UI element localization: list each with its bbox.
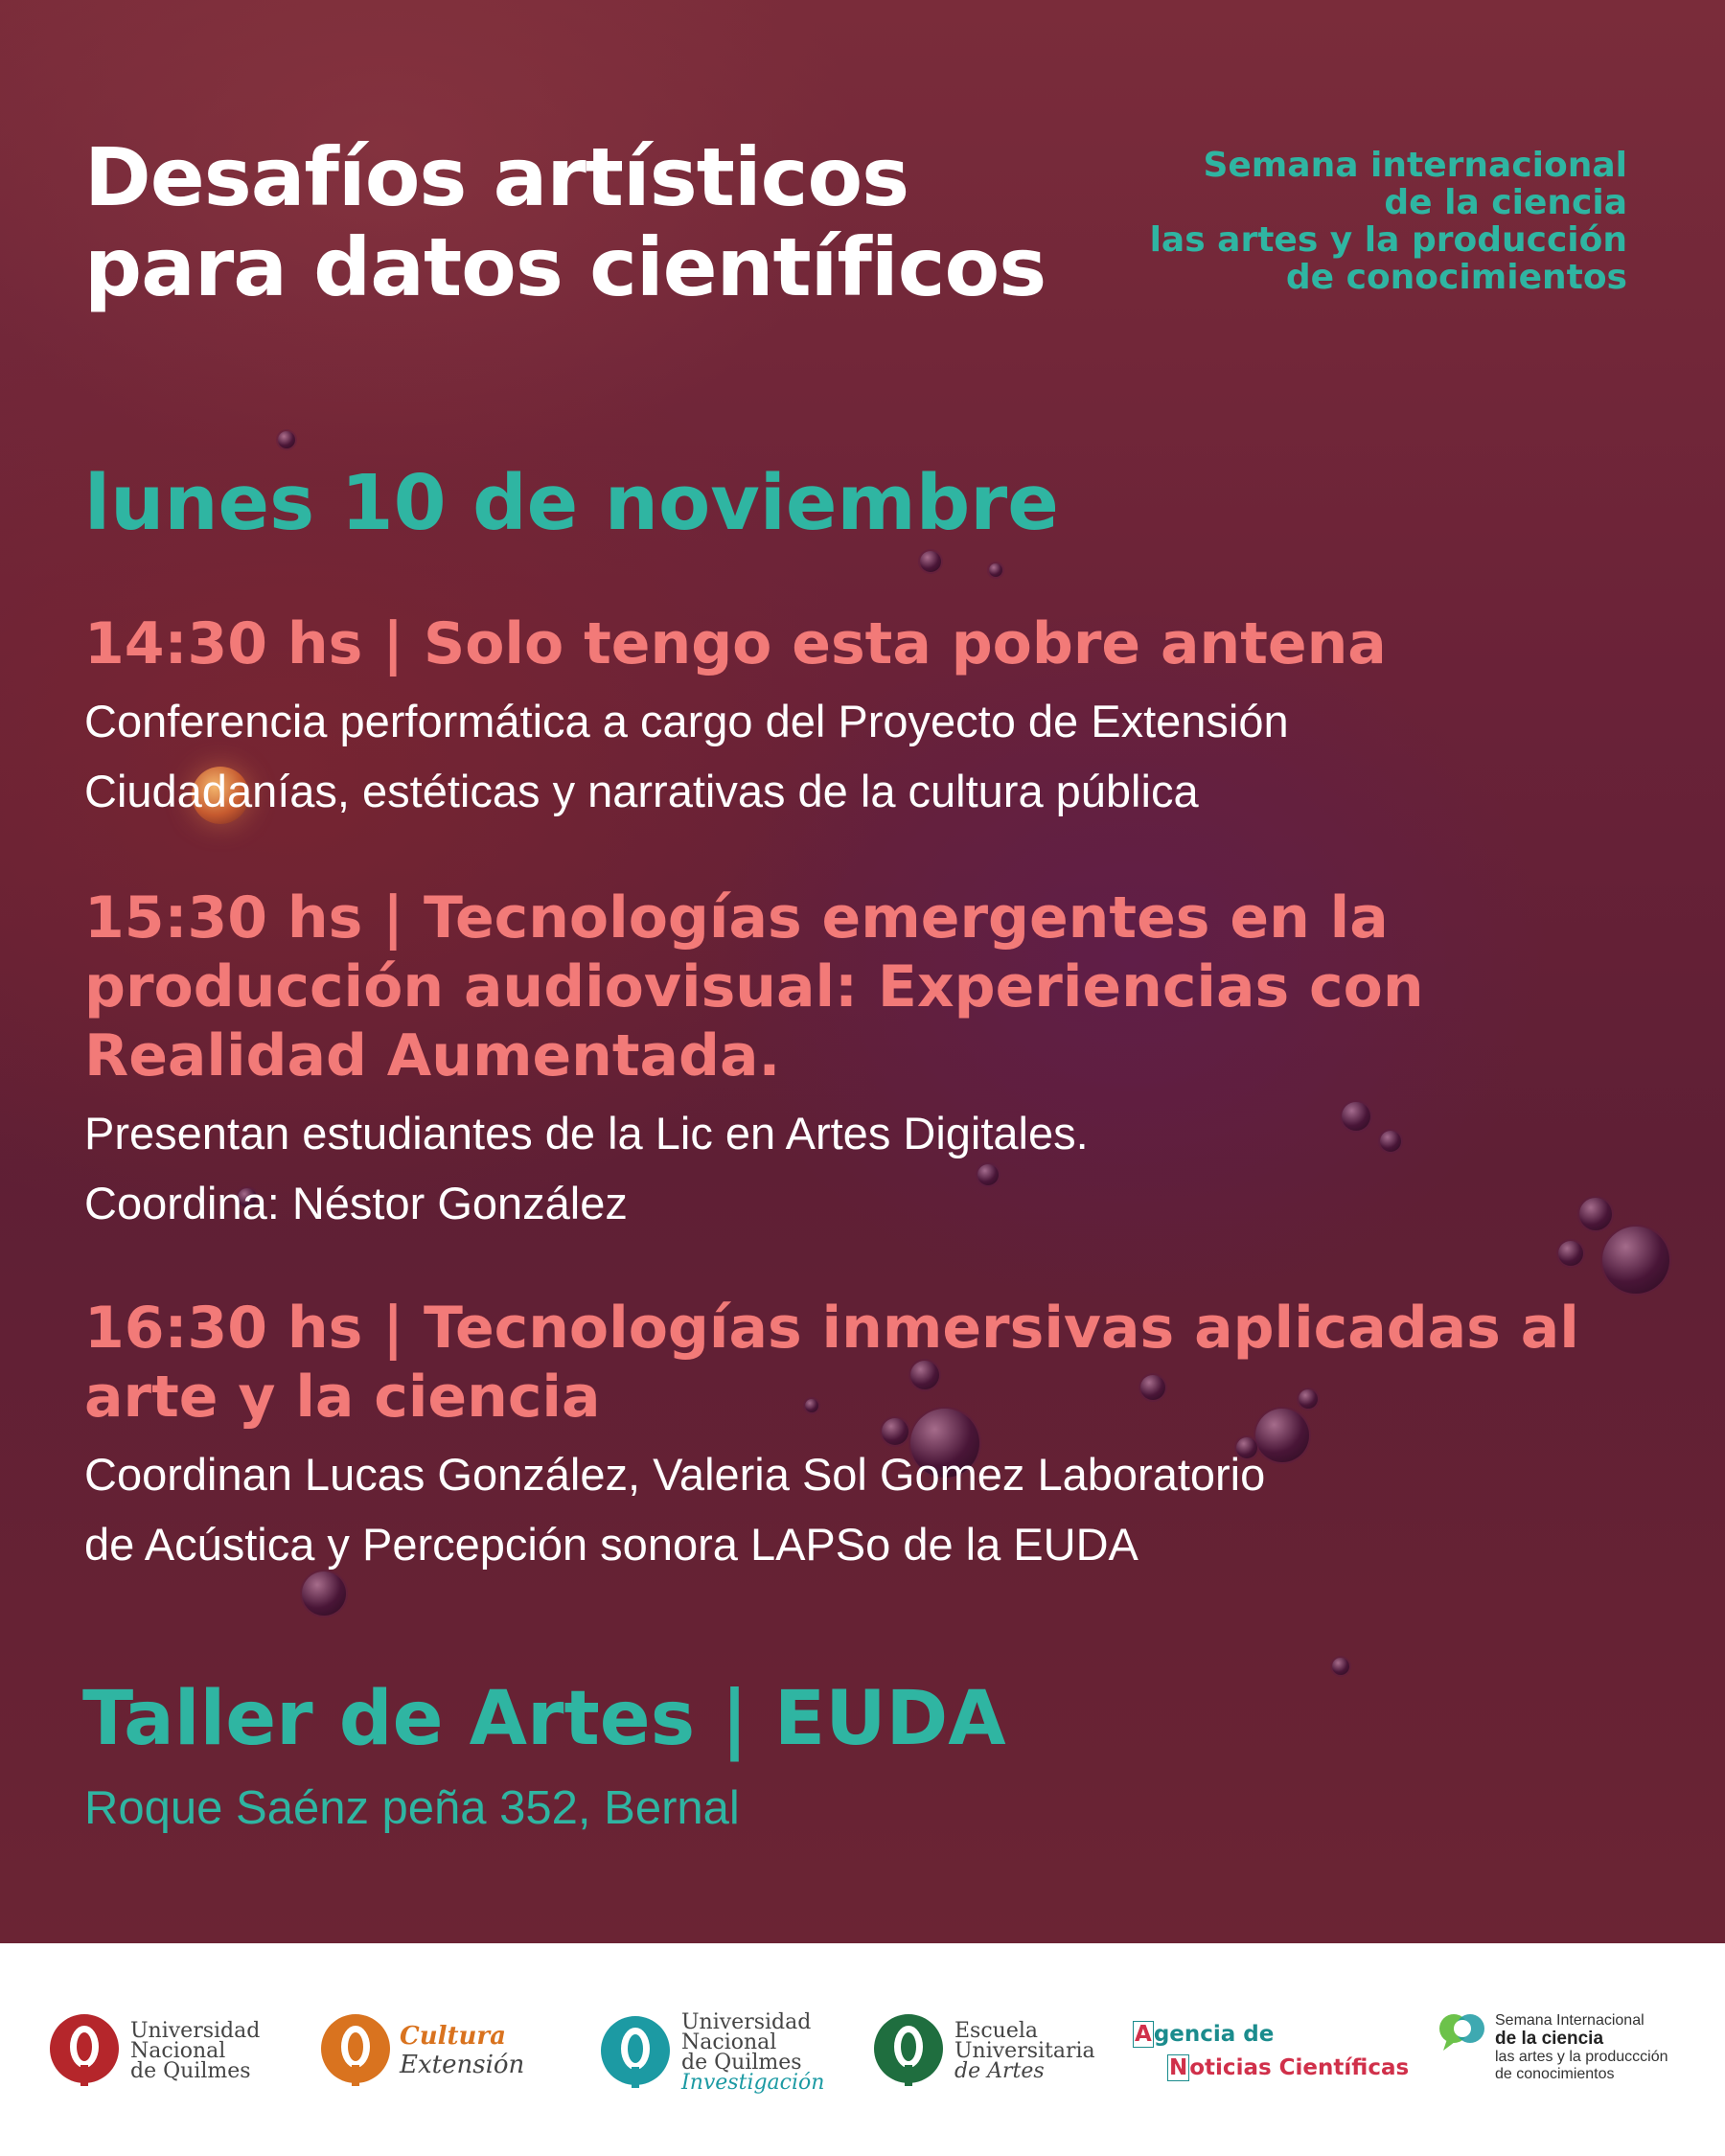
unq-logo xyxy=(48,2012,260,2089)
description-line: Presentan estudiantes de la Lic en Artes Digitales. xyxy=(84,1108,1089,1158)
agencia-text: gencia de xyxy=(1153,2022,1275,2047)
schedule-item-description xyxy=(84,1098,1637,1238)
title-line: 16:30 hs | Tecnologías inmersivas aplicadas al xyxy=(84,1295,1579,1362)
title-line: Realidad Aumentada. xyxy=(84,1022,781,1089)
event-date: lunes 10 de noviembre xyxy=(84,459,1059,547)
semana-logo-text xyxy=(1495,2012,1668,2083)
unq-logo-text xyxy=(130,2018,261,2083)
cultura-logo-text xyxy=(400,2022,524,2079)
logo-text-line: Nacional xyxy=(681,2030,777,2054)
description-line: Conferencia performática a cargo del Proyecto de Extensión xyxy=(84,696,1289,746)
logo-text-line: Universitaria xyxy=(954,2038,1095,2063)
logo-text-line: Investigación xyxy=(681,2071,825,2095)
logo-text-line: de conocimientos xyxy=(1495,2066,1615,2082)
schedule-item-title xyxy=(84,1294,1637,1432)
schedule-item-description xyxy=(84,686,1637,826)
description-line: de Acústica y Percepción sonora LAPSo de la EUDA xyxy=(84,1519,1138,1570)
logo-text-line: Cultura xyxy=(400,2022,506,2051)
sponsor-logos-bar xyxy=(0,1943,1725,2156)
title-line: producción audiovisual: Experiencias con xyxy=(84,953,1424,1021)
logo-text-line: Escuela xyxy=(954,2018,1039,2043)
logo-text-line: Universidad xyxy=(681,2010,812,2034)
event-series-line: de conocimientos xyxy=(1285,258,1627,297)
unq-investigacion-logo xyxy=(599,2012,824,2093)
investigacion-q-icon xyxy=(599,2014,672,2091)
description-line: Coordinan Lucas González, Valeria Sol Gomez Laboratorio xyxy=(84,1449,1266,1500)
euda-q-icon xyxy=(872,2012,945,2089)
euda-logo xyxy=(872,2012,1095,2089)
event-series-line: las artes y la producción xyxy=(1149,220,1627,260)
cultura-extension-logo xyxy=(319,2012,524,2089)
schedule-item xyxy=(84,609,1637,826)
logo-text-line: de la ciencia xyxy=(1495,2029,1604,2049)
title-line: 15:30 hs | Tecnologías emergentes en la xyxy=(84,884,1389,952)
agencia-line-2 xyxy=(1167,2052,1409,2085)
logo-text-line: Semana Internacional xyxy=(1495,2012,1644,2029)
unq-q-icon xyxy=(48,2012,121,2089)
agencia-noticias-logo xyxy=(1133,2018,1409,2085)
logo-text-line: de Artes xyxy=(954,2058,1045,2083)
title-line: para datos científicos xyxy=(84,220,1046,314)
logo-text-line: de Quilmes xyxy=(130,2058,251,2083)
semana-ciencia-logo xyxy=(1438,2012,1668,2083)
logo-text-line: Universidad xyxy=(130,2018,261,2043)
agencia-text: oticias Científicas xyxy=(1189,2055,1410,2080)
title-line: arte y la ciencia xyxy=(84,1364,601,1431)
event-series-line: de la ciencia xyxy=(1384,183,1627,222)
schedule-item xyxy=(84,1294,1637,1579)
schedule-item xyxy=(84,883,1637,1238)
schedule-item-description xyxy=(84,1439,1637,1579)
agencia-line-1 xyxy=(1133,2018,1409,2052)
agencia-boxed-letter: N xyxy=(1169,2055,1188,2080)
event-series-label xyxy=(1150,147,1627,296)
schedule-item-title xyxy=(84,883,1637,1090)
logo-text-line: Nacional xyxy=(130,2038,226,2063)
title-line: 14:30 hs | Solo tengo esta pobre antena xyxy=(84,610,1387,677)
speech-bubble-icon xyxy=(1438,2012,1489,2054)
title-line: Desafíos artísticos xyxy=(84,130,909,224)
logo-text-line: Extensión xyxy=(400,2051,525,2079)
poster-title xyxy=(84,132,1046,312)
event-series-line: Semana internacional xyxy=(1203,146,1627,185)
schedule-item-title xyxy=(84,609,1637,678)
investigacion-logo-text xyxy=(681,2012,824,2093)
cultura-q-icon xyxy=(319,2012,392,2089)
agencia-boxed-letter: A xyxy=(1135,2022,1152,2047)
venue-name: Taller de Artes | EUDA xyxy=(82,1676,1006,1762)
logo-text-line: las artes y la produccción xyxy=(1495,2049,1668,2065)
venue-address: Roque Saénz peña 352, Bernal xyxy=(84,1782,740,1834)
logo-text-line: de Quilmes xyxy=(681,2051,802,2075)
description-line: Ciudadanías, estéticas y narrativas de la cultura pública xyxy=(84,766,1199,816)
description-line: Coordina: Néstor González xyxy=(84,1178,628,1228)
euda-logo-text xyxy=(954,2018,1095,2083)
